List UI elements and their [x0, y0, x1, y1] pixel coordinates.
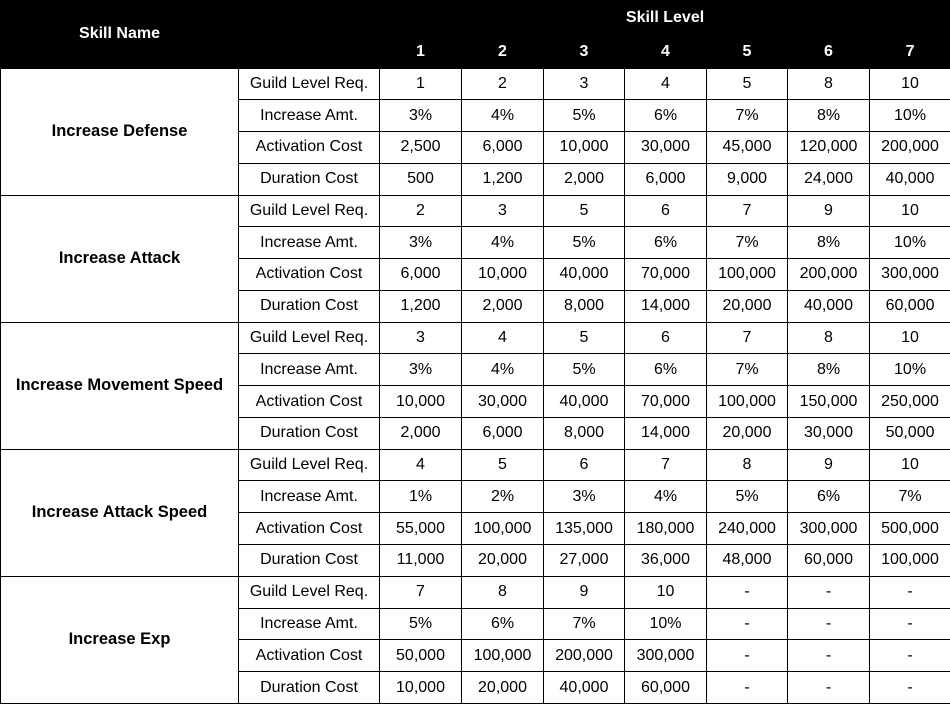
value-cell: 55,000: [380, 513, 462, 545]
level-header-6: 6: [788, 36, 870, 68]
value-cell: 5%: [544, 354, 625, 386]
value-cell: -: [788, 672, 870, 704]
value-cell: 10,000: [462, 259, 544, 291]
value-cell: 10%: [870, 100, 950, 132]
level-header-7: 7: [870, 36, 950, 68]
value-cell: 250,000: [870, 386, 950, 418]
attribute-label: Activation Cost: [239, 513, 380, 545]
value-cell: 3%: [380, 227, 462, 259]
value-cell: 3%: [380, 354, 462, 386]
value-cell: 2,000: [462, 290, 544, 322]
value-cell: 6%: [625, 227, 707, 259]
value-cell: 200,000: [544, 640, 625, 672]
value-cell: 500,000: [870, 513, 950, 545]
value-cell: 40,000: [544, 386, 625, 418]
value-cell: 180,000: [625, 513, 707, 545]
value-cell: 10,000: [380, 672, 462, 704]
value-cell: 30,000: [462, 386, 544, 418]
value-cell: 10: [870, 449, 950, 481]
table-row: [1, 322, 950, 354]
value-cell: 9: [788, 449, 870, 481]
value-cell: 10: [870, 322, 950, 354]
value-cell: 100,000: [707, 386, 788, 418]
value-cell: 36,000: [625, 544, 707, 576]
value-cell: 5: [707, 68, 788, 100]
value-cell: 6%: [462, 608, 544, 640]
value-cell: 7%: [707, 100, 788, 132]
value-cell: 4%: [462, 354, 544, 386]
value-cell: 3%: [380, 100, 462, 132]
value-cell: 10,000: [380, 386, 462, 418]
attribute-label: Duration Cost: [239, 290, 380, 322]
value-cell: 300,000: [788, 513, 870, 545]
attribute-label: Duration Cost: [239, 544, 380, 576]
value-cell: 7%: [544, 608, 625, 640]
value-cell: 3: [544, 68, 625, 100]
value-cell: 2: [462, 68, 544, 100]
value-cell: 6,000: [462, 417, 544, 449]
value-cell: -: [707, 640, 788, 672]
value-cell: 500: [380, 163, 462, 195]
value-cell: 70,000: [625, 386, 707, 418]
attribute-label: Guild Level Req.: [239, 322, 380, 354]
value-cell: 4: [462, 322, 544, 354]
value-cell: -: [870, 608, 950, 640]
level-header-4: 4: [625, 36, 707, 68]
value-cell: 5: [462, 449, 544, 481]
value-cell: 20,000: [462, 672, 544, 704]
value-cell: 20,000: [707, 417, 788, 449]
skill-level-header: Skill Level: [380, 0, 950, 36]
attribute-label: Duration Cost: [239, 417, 380, 449]
value-cell: 3%: [544, 481, 625, 513]
value-cell: 9: [544, 576, 625, 608]
value-cell: -: [788, 608, 870, 640]
value-cell: 20,000: [707, 290, 788, 322]
value-cell: 70,000: [625, 259, 707, 291]
attribute-label: Guild Level Req.: [239, 195, 380, 227]
value-cell: 6%: [788, 481, 870, 513]
value-cell: 45,000: [707, 132, 788, 164]
value-cell: -: [870, 672, 950, 704]
value-cell: 40,000: [870, 163, 950, 195]
value-cell: 6%: [625, 354, 707, 386]
value-cell: 2%: [462, 481, 544, 513]
value-cell: 27,000: [544, 544, 625, 576]
value-cell: 6%: [625, 100, 707, 132]
skill-name-cell: Increase Exp: [1, 576, 239, 703]
value-cell: 8,000: [544, 417, 625, 449]
value-cell: 6,000: [380, 259, 462, 291]
attribute-label: Duration Cost: [239, 163, 380, 195]
skill-name-header: Skill Name: [1, 0, 239, 68]
value-cell: 4: [625, 68, 707, 100]
value-cell: 10: [625, 576, 707, 608]
level-header-5: 5: [707, 36, 788, 68]
level-header-1: 1: [380, 36, 462, 68]
value-cell: 5%: [707, 481, 788, 513]
skill-name-cell: Increase Defense: [1, 68, 239, 195]
value-cell: 100,000: [462, 513, 544, 545]
value-cell: 6: [625, 195, 707, 227]
value-cell: 60,000: [788, 544, 870, 576]
attribute-label: Activation Cost: [239, 640, 380, 672]
attribute-header: [239, 0, 380, 68]
value-cell: 7%: [870, 481, 950, 513]
value-cell: 1%: [380, 481, 462, 513]
value-cell: 5%: [380, 608, 462, 640]
value-cell: 5%: [544, 227, 625, 259]
value-cell: 6,000: [625, 163, 707, 195]
value-cell: 4%: [625, 481, 707, 513]
value-cell: 8%: [788, 354, 870, 386]
value-cell: 14,000: [625, 290, 707, 322]
value-cell: -: [788, 576, 870, 608]
value-cell: 10: [870, 68, 950, 100]
value-cell: 20,000: [462, 544, 544, 576]
value-cell: 8,000: [544, 290, 625, 322]
value-cell: 40,000: [544, 259, 625, 291]
attribute-label: Increase Amt.: [239, 227, 380, 259]
value-cell: 1,200: [380, 290, 462, 322]
level-header-3: 3: [544, 36, 625, 68]
value-cell: 6: [544, 449, 625, 481]
value-cell: -: [707, 576, 788, 608]
value-cell: 9: [788, 195, 870, 227]
value-cell: 100,000: [870, 544, 950, 576]
value-cell: 1,200: [462, 163, 544, 195]
value-cell: 6: [625, 322, 707, 354]
table-row: [1, 68, 950, 100]
skill-name-cell: Increase Attack: [1, 195, 239, 322]
value-cell: -: [870, 640, 950, 672]
value-cell: 6,000: [462, 132, 544, 164]
value-cell: 300,000: [625, 640, 707, 672]
value-cell: 150,000: [788, 386, 870, 418]
attribute-label: Increase Amt.: [239, 354, 380, 386]
value-cell: 8%: [788, 100, 870, 132]
table-row: [1, 576, 950, 608]
attribute-label: Increase Amt.: [239, 481, 380, 513]
value-cell: -: [788, 640, 870, 672]
value-cell: 120,000: [788, 132, 870, 164]
attribute-label: Activation Cost: [239, 132, 380, 164]
value-cell: 7%: [707, 354, 788, 386]
value-cell: 3: [462, 195, 544, 227]
value-cell: 50,000: [870, 417, 950, 449]
value-cell: 30,000: [625, 132, 707, 164]
value-cell: 40,000: [544, 672, 625, 704]
value-cell: 7: [707, 195, 788, 227]
attribute-label: Increase Amt.: [239, 100, 380, 132]
value-cell: 50,000: [380, 640, 462, 672]
value-cell: -: [707, 608, 788, 640]
attribute-label: Duration Cost: [239, 672, 380, 704]
value-cell: 2,500: [380, 132, 462, 164]
value-cell: 40,000: [788, 290, 870, 322]
value-cell: 100,000: [462, 640, 544, 672]
attribute-label: Guild Level Req.: [239, 449, 380, 481]
value-cell: 2: [380, 195, 462, 227]
skill-name-cell: Increase Movement Speed: [1, 322, 239, 449]
value-cell: 10%: [625, 608, 707, 640]
value-cell: 10%: [870, 354, 950, 386]
value-cell: 5%: [544, 100, 625, 132]
value-cell: 48,000: [707, 544, 788, 576]
value-cell: 8: [462, 576, 544, 608]
value-cell: 10%: [870, 227, 950, 259]
value-cell: 60,000: [870, 290, 950, 322]
value-cell: 7%: [707, 227, 788, 259]
value-cell: 8: [707, 449, 788, 481]
value-cell: 9,000: [707, 163, 788, 195]
value-cell: 200,000: [788, 259, 870, 291]
value-cell: 24,000: [788, 163, 870, 195]
value-cell: 3: [380, 322, 462, 354]
value-cell: 1: [380, 68, 462, 100]
attribute-label: Guild Level Req.: [239, 68, 380, 100]
value-cell: 5: [544, 322, 625, 354]
attribute-label: Activation Cost: [239, 386, 380, 418]
table-row: [1, 195, 950, 227]
value-cell: 7: [380, 576, 462, 608]
value-cell: 14,000: [625, 417, 707, 449]
value-cell: -: [870, 576, 950, 608]
table-row: [1, 449, 950, 481]
value-cell: 4%: [462, 227, 544, 259]
value-cell: 7: [707, 322, 788, 354]
value-cell: 5: [544, 195, 625, 227]
value-cell: 7: [625, 449, 707, 481]
value-cell: -: [707, 672, 788, 704]
value-cell: 200,000: [870, 132, 950, 164]
value-cell: 8: [788, 68, 870, 100]
value-cell: 2,000: [380, 417, 462, 449]
value-cell: 100,000: [707, 259, 788, 291]
value-cell: 4: [380, 449, 462, 481]
value-cell: 10,000: [544, 132, 625, 164]
value-cell: 8: [788, 322, 870, 354]
value-cell: 30,000: [788, 417, 870, 449]
value-cell: 11,000: [380, 544, 462, 576]
attribute-label: Activation Cost: [239, 259, 380, 291]
value-cell: 10: [870, 195, 950, 227]
value-cell: 60,000: [625, 672, 707, 704]
attribute-label: Increase Amt.: [239, 608, 380, 640]
value-cell: 4%: [462, 100, 544, 132]
value-cell: 135,000: [544, 513, 625, 545]
skill-name-cell: Increase Attack Speed: [1, 449, 239, 576]
value-cell: 300,000: [870, 259, 950, 291]
attribute-label: Guild Level Req.: [239, 576, 380, 608]
value-cell: 240,000: [707, 513, 788, 545]
value-cell: 8%: [788, 227, 870, 259]
value-cell: 2,000: [544, 163, 625, 195]
level-header-2: 2: [462, 36, 544, 68]
